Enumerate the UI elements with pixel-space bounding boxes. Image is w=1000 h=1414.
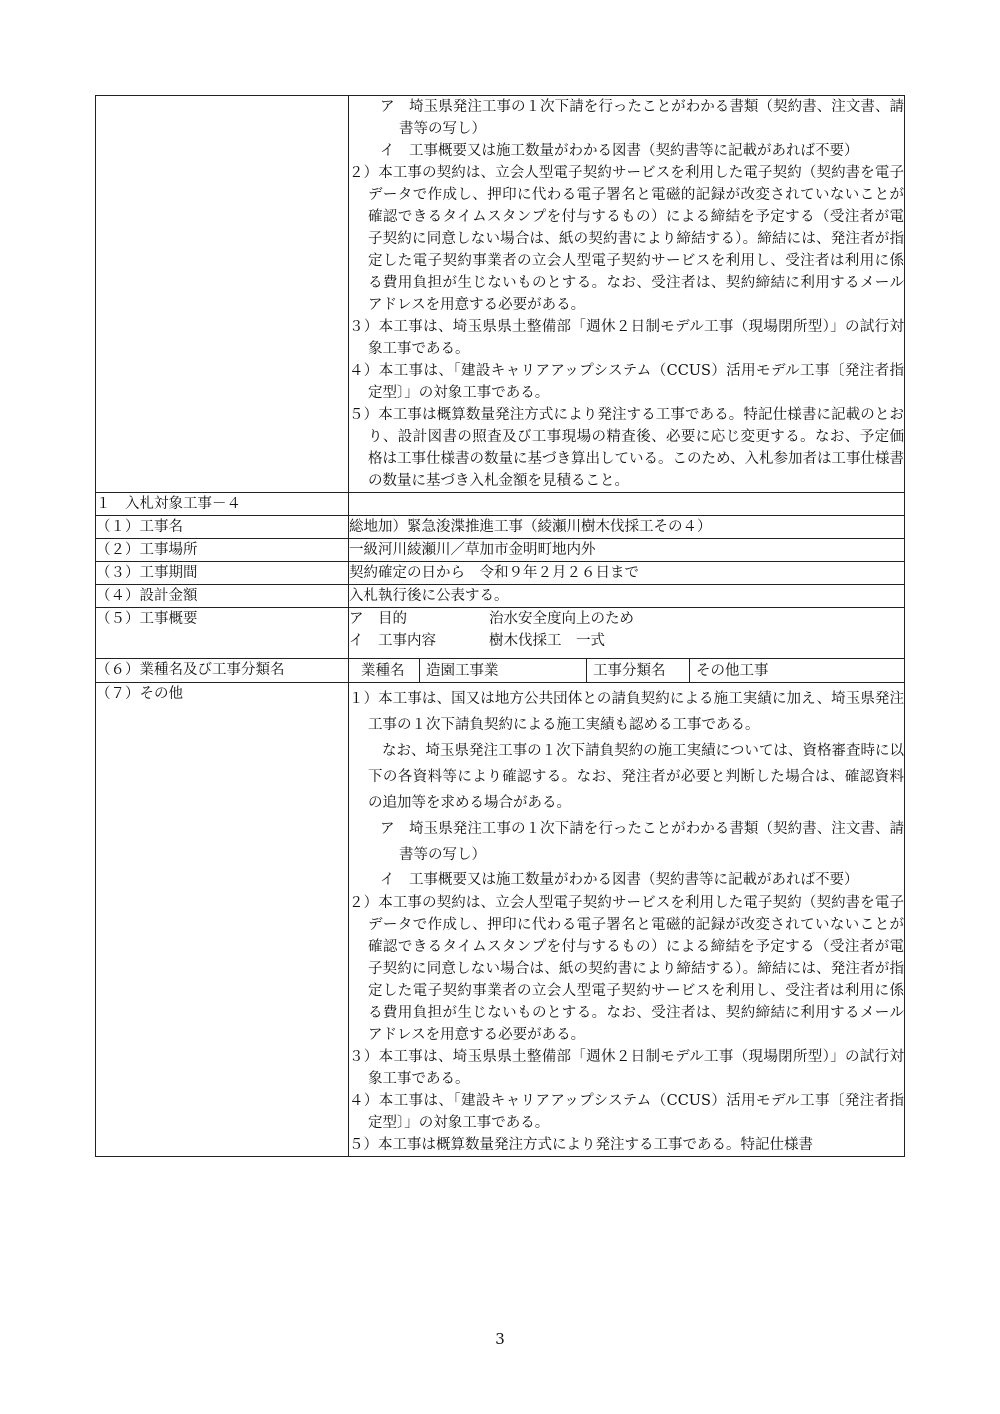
continued-item-4: ４）本工事は、「建設キャリアアップシステム（CCUS）活用モデル工事〔発注者指定型〕」の対象工事である。 <box>349 363 904 401</box>
outline-content-key: イ 工事内容 <box>349 633 436 649</box>
continued-row <box>96 96 905 493</box>
outline-purpose-value: 治水安全度向上のため <box>489 611 634 627</box>
continued-content-cell <box>349 96 905 493</box>
section-title-row <box>96 493 905 516</box>
continued-sub-i: イ 工事概要又は施工数量がわかる図書（契約書等に記載があれば不要） <box>380 143 859 159</box>
specification-table <box>95 95 905 1157</box>
row-project-name <box>96 516 905 539</box>
outline-purpose <box>349 608 904 630</box>
section-title: １ 入札対象工事－４ <box>96 493 349 516</box>
value-other <box>349 683 905 1157</box>
page-number: 3 <box>495 1330 505 1348</box>
label-project-outline: （５）工事概要 <box>96 608 349 659</box>
other-sub-a: ア 埼玉県発注工事の１次下請を行ったことがわかる書類（契約書、注文書、請書等の写し） <box>380 821 904 863</box>
value-category <box>349 659 905 683</box>
value-project-name: 総地加）緊急浚渫推進工事（綾瀬川樹木伐採工その４） <box>349 516 905 539</box>
value-project-period: 契約確定の日から 令和９年２月２６日まで <box>349 562 905 585</box>
category-class-value: その他工事 <box>690 659 905 682</box>
value-project-outline <box>349 608 905 659</box>
other-item-1-note: なお、埼玉県発注工事の１次下請負契約の施工実績については、資格審査時に以下の各資料等により確認する。なお、発注者が必要と判断した場合は、確認資料の追加等を求める場合がある。 <box>368 743 904 811</box>
continued-label-cell <box>96 96 349 493</box>
other-item-1: １）本工事は、国又は地方公共団体との請負契約による施工実績に加え、埼玉県発注工事の１次下請負契約による施工実績も認める工事である。 <box>349 691 904 733</box>
value-project-place: 一級河川綾瀬川／草加市金明町地内外 <box>349 539 905 562</box>
outline-content-value: 樹木伐採工 一式 <box>489 633 605 649</box>
row-project-outline <box>96 608 905 659</box>
row-other <box>96 683 905 1157</box>
label-project-name: （１）工事名 <box>96 516 349 539</box>
label-other: （７）その他 <box>96 683 349 1157</box>
value-design-amount: 入札執行後に公表する。 <box>349 585 905 608</box>
row-design-amount <box>96 585 905 608</box>
section-title-blank <box>349 493 905 516</box>
label-project-period: （３）工事期間 <box>96 562 349 585</box>
row-project-place <box>96 539 905 562</box>
continued-item-2: ２）本工事の契約は、立会人型電子契約サービスを利用した電子契約（契約書を電子データで作成し、押印に代わる電子署名と電磁的記録が改変されていないことが確認できるタイムスタンプを付与するもの）による締結を予定する（受注者が電子契約に同意しない場合は、紙の契約書により締結する）。締結には、発注者が指定した電子契約事業者の立会人型電子契約サービスを利用し、受注者は利用に係る費用負担が生じないものとする。なお、受注者は、契約締結に利用するメールアドレスを用意する必要がある。 <box>349 165 904 313</box>
label-category: （６）業種名及び工事分類名 <box>96 659 349 683</box>
row-project-period <box>96 562 905 585</box>
continued-sub-a: ア 埼玉県発注工事の１次下請を行ったことがわかる書類（契約書、注文書、請書等の写し） <box>380 99 904 137</box>
other-item-5: ５）本工事は概算数量発注方式により発注する工事である。特記仕様書 <box>349 1137 813 1153</box>
label-design-amount: （４）設計金額 <box>96 585 349 608</box>
category-industry-key: 業種名 <box>361 663 405 679</box>
row-category <box>96 659 905 683</box>
outline-content <box>349 630 904 652</box>
label-project-place: （２）工事場所 <box>96 539 349 562</box>
outline-purpose-key: ア 目的 <box>349 611 407 627</box>
continued-item-5: ５）本工事は概算数量発注方式により発注する工事である。特記仕様書に記載のとおり、設計図書の照査及び工事現場の精査後、必要に応じ変更する。なお、予定価格は工事仕様書の数量に基づき算出している。このため、入札参加者は工事仕様書の数量に基づき入札金額を見積ること。 <box>349 407 904 489</box>
category-class-key: 工事分類名 <box>587 659 690 682</box>
category-inner-table <box>349 659 904 682</box>
other-item-3: ３）本工事は、埼玉県県土整備部「週休２日制モデル工事（現場閉所型）」の試行対象工事である。 <box>349 1049 904 1087</box>
other-item-4: ４）本工事は、「建設キャリアアップシステム（CCUS）活用モデル工事〔発注者指定型〕」の対象工事である。 <box>349 1093 904 1131</box>
other-item-2: ２）本工事の契約は、立会人型電子契約サービスを利用した電子契約（契約書を電子データで作成し、押印に代わる電子署名と電磁的記録が改変されていないことが確認できるタイムスタンプを付与するもの）による締結を予定する（受注者が電子契約に同意しない場合は、紙の契約書により締結する）。締結には、発注者が指定した電子契約事業者の立会人型電子契約サービスを利用し、受注者は利用に係る費用負担が生じないものとする。なお、受注者は、契約締結に利用するメールアドレスを用意する必要がある。 <box>349 895 904 1043</box>
continued-item-3: ３）本工事は、埼玉県県土整備部「週休２日制モデル工事（現場閉所型）」の試行対象工事である。 <box>349 319 904 357</box>
document-page <box>95 95 905 1157</box>
category-industry-value: 造園工事業 <box>420 659 587 682</box>
other-sub-i: イ 工事概要又は施工数量がわかる図書（契約書等に記載があれば不要） <box>380 872 859 888</box>
